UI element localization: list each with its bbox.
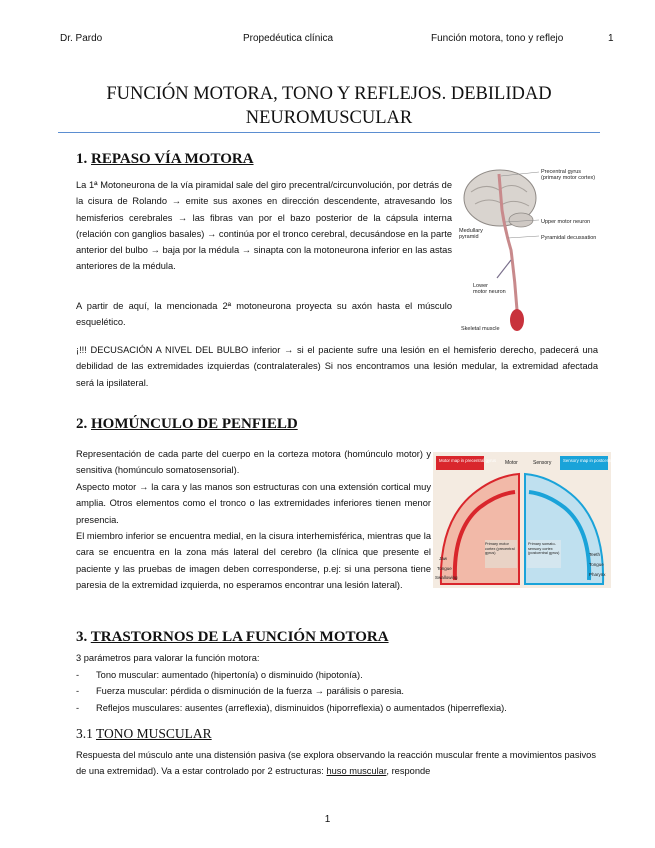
section-2-title: HOMÚNCULO DE PENFIELD: [91, 416, 298, 432]
section-3-1-number: 3.1: [76, 726, 93, 741]
label-swallowing: Swallowing: [435, 575, 458, 580]
label-jaw: Jaw: [439, 556, 448, 561]
label-leader-decussation: [508, 236, 539, 238]
section-2-heading: [76, 416, 298, 433]
label-pharynx: Pharynx: [589, 572, 606, 577]
sensory-map-label: Sensory map in postcentral gyrus: [563, 458, 627, 463]
label-lower: Lower: [473, 283, 488, 289]
section-1-title: REPASO VÍA MOTORA: [91, 151, 254, 167]
label-lower-motor-neuron: motor neuron: [473, 289, 506, 295]
header-subject: Propedéutica clínica: [243, 33, 334, 44]
section-2-paragraph-3: El miembro inferior se encuentra medial, en la cisura interhemisférica, mientras que la cara se encuentra en la zona más lateral del cerebro (la clínica que presente el paciente y las pruebas de imagen deben corresponderse, p.ej: si una persona tiene paresia de la extremidad izquierda, no esperamos encontrar una lesión lateral).: [76, 531, 431, 590]
label-pyramid: pyramid: [459, 234, 479, 240]
section-2-paragraph-1: Representación de cada parte del cuerpo en la corteza motora (homúnculo motor) y sensitiva (homúnculo somatosensorial).: [76, 449, 431, 476]
section-3-bullet-list: [76, 667, 596, 716]
label-upper-motor-neuron: Upper motor neuron: [541, 219, 591, 225]
section-3-1-title: TONO MUSCULAR: [96, 726, 212, 741]
homunculus-figure: [433, 452, 627, 588]
label-tongue-left: Tongue: [437, 566, 452, 571]
section-2-paragraph-2: Aspecto motor → la cara y las manos son estructuras con una extensión cortical muy amplia. Otros elementos como el tronco o las extremidades inferiores tienen menor presencia.: [76, 482, 431, 525]
footer-page-number: 1: [324, 814, 331, 825]
section-3-1-text-before: Respuesta del músculo ante una distensión pasiva (se explora observando la reacción muscular frente a movimientos pasivos de una extremidad). Va a estar controlado por 2 estructuras:: [76, 750, 596, 777]
section-1-paragraph-2: A partir de aquí, la mencionada 2ª motoneurona proyecta su axón hasta el músculo esquelético.: [76, 301, 452, 328]
label-precentral-sub: (primary motor cortex): [541, 175, 596, 181]
motor-heading: Motor: [505, 460, 518, 466]
primary-motor-label: Primary motor cortex (precentral gyrus): [485, 542, 515, 556]
label-pyramidal-decussation: Pyramidal decussation: [541, 235, 597, 241]
section-3-heading: [76, 629, 389, 646]
section-1-paragraph-1: La 1ª Motoneurona de la vía piramidal sale del giro precentral/circunvolución, por detrás de la cisura de Rolando → emite sus axones en dirección descendente, atravesando los hemisferios cerebrales → las fibras van por el bazo posterior de la cápsula interna (relación con ganglios basales) → continúa por el tronco cerebral, decusándose en la parte anterior del bulbo → baja por la médula → sinapta con la motoneurona inferior en las astas anteriores de la médula.: [76, 180, 452, 272]
label-medullary: Medullary: [459, 228, 483, 234]
page-title-line1: FUNCIÓN MOTORA, TONO Y REFLEJOS. DEBILIDAD: [106, 84, 552, 104]
skeletal-muscle-shape: [510, 309, 524, 331]
label-skeletal-muscle: Skeletal muscle: [461, 326, 500, 332]
huso-muscular-term: huso muscular: [326, 766, 387, 777]
motor-pathway-figure: [455, 160, 605, 335]
section-2-number: 2.: [76, 416, 88, 432]
header-page-number: 1: [608, 33, 614, 44]
primary-sensory-label: Primary somato-sensory cortex (postcentral gyrus): [528, 542, 560, 556]
cerebellum-shape: [509, 213, 533, 227]
list-item: - Fuerza muscular: pérdida o disminución de la fuerza → parálisis o paresia.: [76, 683, 596, 699]
header-author: Dr. Pardo: [60, 33, 103, 44]
header-topic: Función motora, tono y reflejo: [431, 33, 564, 44]
sensory-heading: Sensory: [533, 460, 552, 466]
lower-motor-neuron-axon: [497, 260, 511, 278]
section-1-paragraph-3: ¡!!! DECUSACIÓN A NIVEL DEL BULBO inferior → si el paciente sufre una lesión en el hemisferio derecho, padecerá una debilidad de las extremidades izquierdas (contralaterales) Si nos encontramos una lesión medular, la extremidad afectada será la ipsilateral.: [76, 345, 598, 388]
section-3-title: TRASTORNOS DE LA FUNCIÓN MOTORA: [90, 629, 389, 645]
label-teeth: Teeth: [589, 552, 601, 557]
motor-map-label: Motor map in precentral gyrus: [439, 458, 497, 463]
label-precentral: Precentral gyrus: [541, 169, 582, 175]
list-item: - Tono muscular: aumentado (hipertonía) o disminuido (hipotonía).: [76, 667, 596, 683]
section-1-number: 1.: [76, 151, 88, 167]
list-item: - Reflejos musculares: ausentes (arreflexia), disminuidos (hiporreflexia) o aumentados (hiperreflexia).: [76, 700, 596, 716]
title-divider: [58, 132, 600, 133]
section-3-1-paragraph: [76, 747, 596, 780]
section-3-1-heading: [76, 726, 212, 742]
label-tongue-right: Tongue: [589, 562, 604, 567]
page-title: [60, 82, 598, 130]
page-title-line2: NEUROMUSCULAR: [245, 108, 413, 128]
primary-sensory-text-wrapper: [528, 542, 561, 568]
section-3-intro: 3 parámetros para valorar la función motora:: [76, 653, 260, 663]
primary-motor-text-wrapper: [485, 542, 517, 568]
section-3-1-text-after: , responde: [386, 766, 431, 777]
section-3-number: 3.: [76, 629, 88, 645]
section-1-heading: [76, 151, 254, 168]
